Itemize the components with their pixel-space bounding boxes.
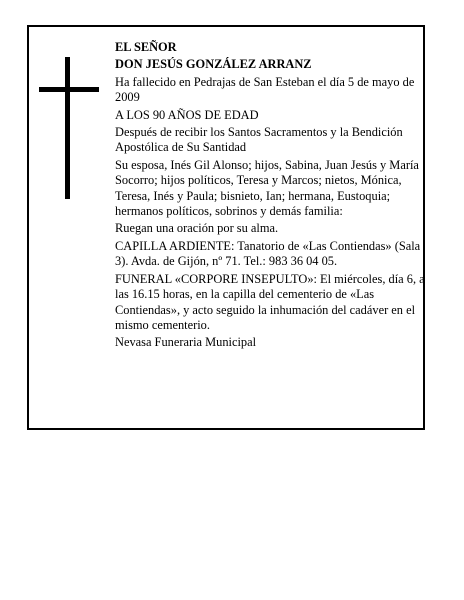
age-statement: A LOS 90 AÑOS DE EDAD xyxy=(115,107,259,122)
cross-horizontal-bar xyxy=(39,87,99,92)
funeral-home: Nevasa Funeraria Municipal xyxy=(115,335,257,350)
sacraments-statement: Después de recibir los Santos Sacramentos y la Bendición Apostólica de Su Santidad xyxy=(115,125,403,155)
prayer-request: Ruegan una oración por su alma. xyxy=(115,221,279,236)
funeral-info: FUNERAL «CORPORE INSEPULTO»: El miércoles, día 6, a las 16.15 horas, en la capilla del cementerio de «Las Contiendas», y acto seguido la inhumación del cadáver en el mismo cementerio. xyxy=(115,271,425,332)
obituary-text xyxy=(115,40,425,353)
cross-icon xyxy=(39,57,99,199)
family-list: Su esposa, Inés Gil Alonso; hijos, Sabina, Juan Jesús y María Socorro; hijos políticos, Teresa y Marcos; nietos, Mónica, Teresa, Inés y Paula; bisnieto, Ian; hermana, Eustoquia; hermanos políticos, sobrinos y demás familia: xyxy=(115,157,419,219)
death-statement: Ha fallecido en Pedrajas de San Esteban el día 5 de mayo de 2009 xyxy=(115,74,415,105)
cross-vertical-bar xyxy=(65,57,70,199)
chapel-info: CAPILLA ARDIENTE: Tanatorio de «Las Contiendas» (Sala 3). Avda. de Gijón, nº 71. Tel.: 983 36 04 05. xyxy=(115,238,421,269)
deceased-title: EL SEÑOR xyxy=(115,40,177,54)
obituary-notice xyxy=(27,25,425,430)
deceased-name: DON JESÚS GONZÁLEZ ARRANZ xyxy=(115,57,312,72)
